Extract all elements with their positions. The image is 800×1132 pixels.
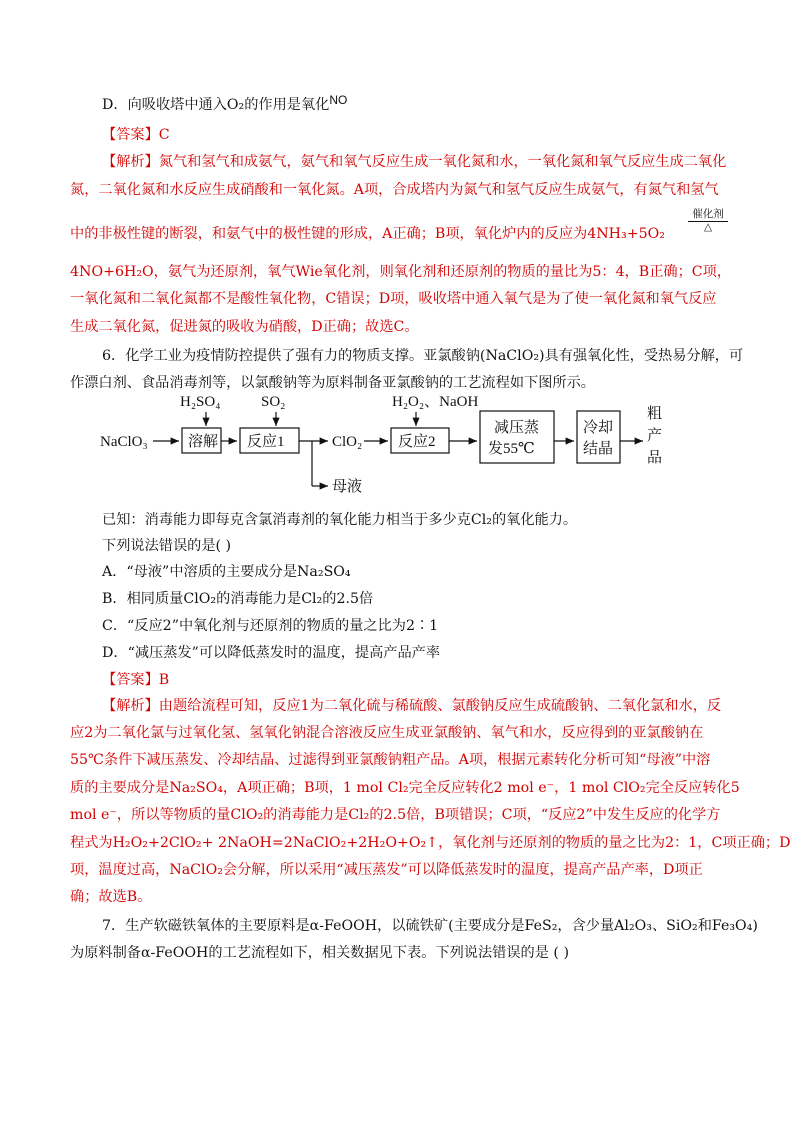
label-naclo3: NaClO₃ (100, 434, 148, 450)
q7-stem-line-2: 为原料制备α-FeOOH的工艺流程如下，相关数据见下表。下列说法错误的是 ( ) (70, 945, 570, 961)
q5-answer: 【答案】C (102, 127, 170, 143)
q6-analysis-line-4: 质的主要成分是Na₂SO₄，A项正确；B项，1 mol Cl₂完全反应转化2 mol e⁻，1 mol ClO₂完全反应转化5 (70, 780, 740, 796)
catalyst-label: 催化剂 (692, 208, 724, 220)
q5-option-d: D．向吸收塔中通入O₂的作用是氧化$^{NO}$ (102, 93, 348, 113)
q6-option-d: D．“减压蒸发”可以降低蒸发时的温度，提高产品产率 (102, 645, 441, 661)
q6-known: 已知：消毒能力即每克含氯消毒剂的氧化能力相当于多少克Cl₂的氧化能力。 (102, 512, 578, 528)
process-flow-diagram (96, 384, 716, 496)
q6-analysis-line-7: 项，温度过高，NaClO₂会分解，所以采用“减压蒸发”可以降低蒸发时的温度，提高产品产率，D项正 (70, 862, 703, 878)
label-evaporation-line-2: 发55℃ (488, 441, 535, 457)
q6-option-c: C．“反应2”中氧化剂与还原剂的物质的量之比为2∶1 (102, 618, 439, 634)
q5-analysis-line-6: 生成二氧化氮，促进氮的吸收为硝酸，D正确；故选C。 (70, 319, 419, 335)
q6-stem-line-2: 作漂白剂、食品消毒剂等，以氯酸钠等为原料制备亚氯酸钠的工艺流程如下图所示。 (70, 375, 595, 391)
q5-analysis-line-3: 中的非极性键的断裂，和氨气中的极性键的形成，A正确；B项，氧化炉内的反应为4NH₃+5O₂ (70, 226, 665, 242)
label-mother-liquor: 母液 (332, 479, 363, 495)
q6-question: 下列说法错误的是( ) (102, 538, 232, 554)
q6-analysis-line-2: 应2为二氧化氯与过氧化氢、氢氧化钠混合溶液反应生成亚氯酸钠、氧气和水，反应得到的亚氯酸钠在 (70, 725, 704, 741)
label-h2o2-naoh: H₂O₂、NaOH (392, 394, 479, 410)
q5-analysis-line-5: 一氧化氮和二氧化氮都不是酸性氧化物，C错误；D项，吸收塔中通入氧气是为了使一氧化氮和氧气反应 (70, 291, 717, 307)
q6-analysis-line-8: 确；故选B。 (70, 889, 152, 905)
label-reaction-2: 反应2 (398, 434, 436, 450)
label-h2so4: H₂SO₄ (180, 394, 221, 410)
label-product-char-2: 产 (647, 428, 663, 444)
label-cooling-line-2: 结晶 (583, 441, 614, 457)
q6-analysis-line-3: 55℃条件下减压蒸发、冷却结晶、过滤得到亚氯酸钠粗产品。A项，根据元素转化分析可知“母液”中溶 (70, 752, 711, 768)
label-product-char-1: 粗 (647, 406, 663, 422)
q6-analysis-line-6: 程式为H₂O₂+2ClO₂+ 2NaOH=2NaClO₂+2H₂O+O₂↑，氧化剂与还原剂的物质的量之比为2：1，C项正确；D (70, 835, 791, 851)
q6-analysis-line-5: mol e⁻，所以等物质的量ClO₂的消毒能力是Cl₂的2.5倍，B项错误；C项，“反应2”中发生反应的化学方 (70, 807, 721, 823)
q5-option-d-no: NO (329, 93, 348, 107)
q7-stem-line-1: 7．生产软磁铁氧体的主要原料是α-FeOOH，以硫铁矿(主要成分是FeS₂，含少量Al₂O₃、SiO₂和Fe₃O₄) (102, 918, 758, 934)
q6-answer: 【答案】B (102, 672, 170, 688)
q5-analysis-line-1: 【解析】氮气和氢气和成氨气，氨气和氧气反应生成一氧化氮和水，一氧化氮和氧气反应生成二氧化 (102, 154, 727, 170)
label-cooling-line-1: 冷却 (583, 420, 614, 436)
q5-analysis-line-4: 4NO+6H₂O，氨气为还原剂，氧气Wie氧化剂，则氧化剂和还原剂的物质的量比为5：4，B正确；C项， (70, 264, 732, 280)
heat-symbol: △ (703, 221, 713, 233)
q6-stem-line-1: 6．化学工业为疫情防控提供了强有力的物质支撑。亚氯酸钠(NaClO₂)具有强氧化性，受热易分解，可 (102, 348, 744, 364)
label-evaporation-line-1: 减压蒸 (494, 420, 540, 436)
label-dissolve: 溶解 (188, 434, 219, 450)
q5-reaction-condition (686, 208, 730, 233)
label-clo2: ClO₂ (332, 434, 363, 450)
q5-analysis-line-2: 氮，二氧化氮和水反应生成硝酸和一氧化氮。A项，合成塔内为氮气和氢气反应生成氨气，有氮气和氢气 (70, 182, 719, 198)
q6-analysis-line-1: 【解析】由题给流程可知，反应1为二氧化硫与稀硫酸、氯酸钠反应生成硫酸钠、二氧化氯和水，反 (102, 698, 722, 714)
q6-option-b: B．相同质量ClO₂的消毒能力是Cl₂的2.5倍 (102, 591, 374, 607)
label-reaction-1: 反应1 (247, 434, 285, 450)
q6-option-a: A．“母液”中溶质的主要成分是Na₂SO₄ (102, 564, 351, 580)
label-product-char-3: 品 (647, 450, 663, 466)
label-so2: SO₂ (261, 394, 286, 410)
